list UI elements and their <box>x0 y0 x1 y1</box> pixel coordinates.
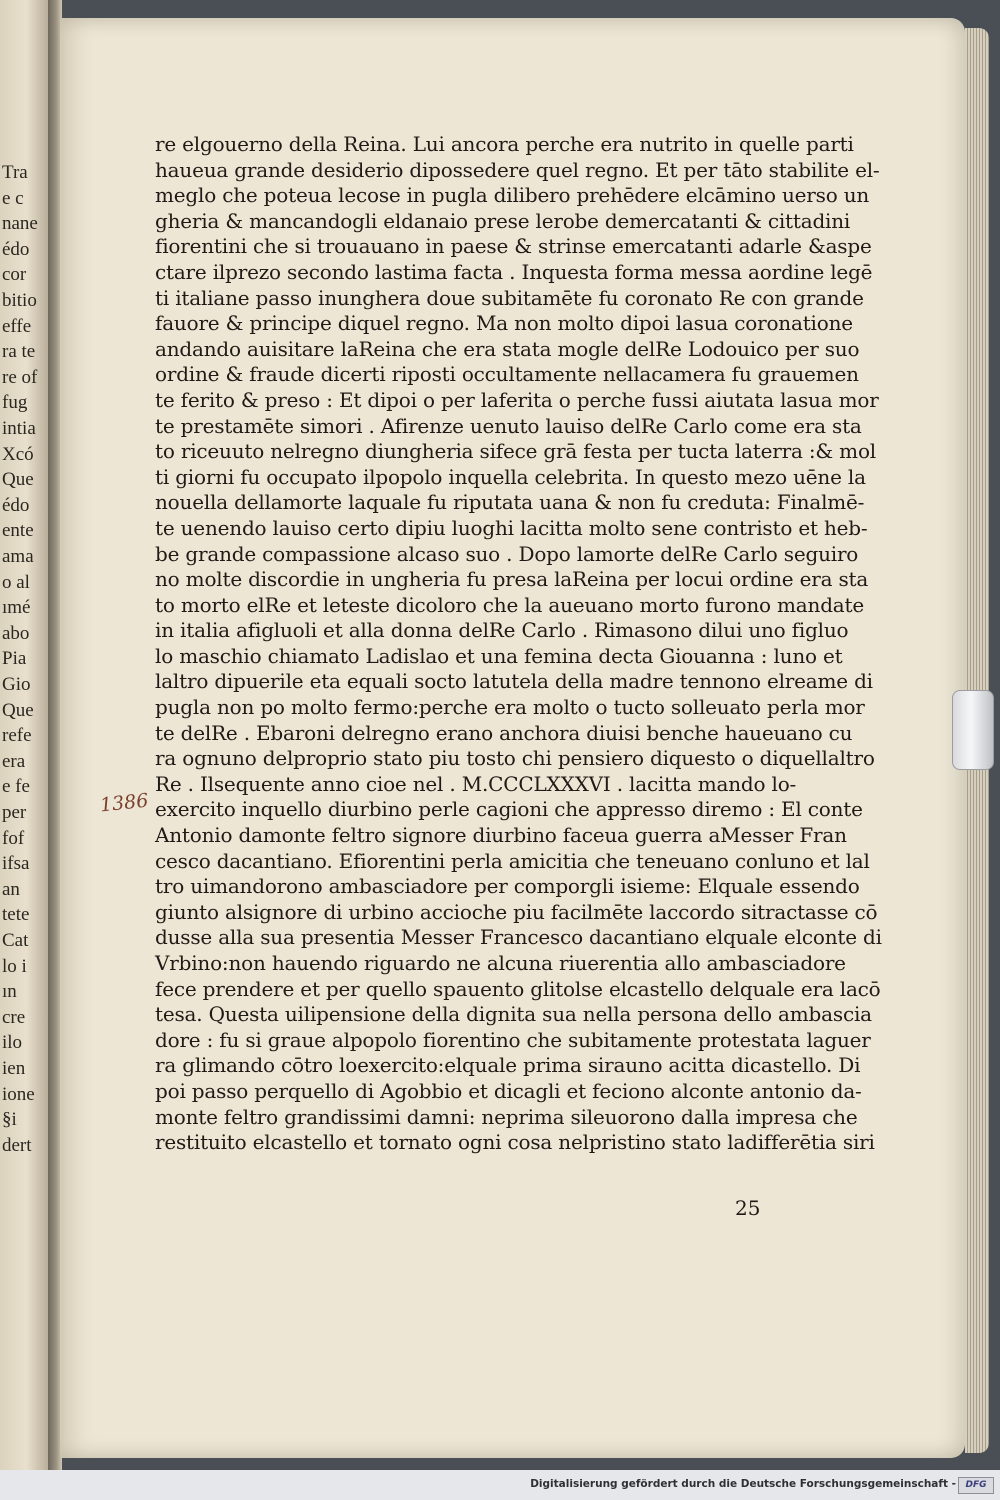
left-page-fragment: ifsa <box>2 853 30 875</box>
left-page-fragment: ımé <box>2 597 31 619</box>
text-line: fiorentini che si trouauano in paese & strinse emercatanti adarle &aspe <box>155 234 872 259</box>
text-line: to morto elRe et leteste dicoloro che la aueuano morto furono mandate <box>155 592 865 617</box>
text-line: ti italiane passo inunghera doue subitamēte fu coronato Re con grande <box>155 285 864 310</box>
left-page-fragment: ien <box>2 1058 26 1079</box>
text-line: re elgouerno della Reina. Lui ancora perche era nutrito in quelle parti <box>155 132 854 156</box>
left-page-fragment: ın <box>2 981 17 1003</box>
text-line: ra ognuno delproprio stato piu tosto chi pensiero diquesto o diquellaltro <box>155 746 875 771</box>
text-line: tesa. Questa uilipensione della dignita sua nella persona dello ambascia <box>155 1002 872 1027</box>
left-page-fragment: Cat <box>2 930 29 951</box>
left-page-fragment: §i <box>2 1109 17 1131</box>
left-page-edge <box>0 0 48 1470</box>
margin-note: 1386 <box>98 789 150 817</box>
text-line: giunto alsignore di urbino accioche piu facilmēte laccordo sitractasse cō <box>155 899 878 924</box>
left-page-fragment: intia <box>2 418 36 439</box>
left-page-fragment: e fe <box>2 776 30 798</box>
left-page-fragment: e c <box>2 187 24 209</box>
left-page-fragment: effe <box>2 315 32 337</box>
left-page-fragment: Que <box>2 699 34 721</box>
left-page-fragment: Gio <box>2 674 31 695</box>
text-line: Antonio damonte feltro signore diurbino faceua guerra aMesser Fran <box>155 823 847 848</box>
footer-bar <box>0 1470 1000 1500</box>
page-clip <box>952 690 994 770</box>
text-line: te ferito & preso : Et dipoi o per laferita o perche fussi aiutata lasua mor <box>155 387 879 412</box>
text-line: fauore & principe diquel regno. Ma non molto dipoi lasua coronatione <box>155 311 853 336</box>
left-page-fragment: édo <box>2 494 30 516</box>
left-page-fragment: Que <box>2 469 34 491</box>
left-page-fragment: fof <box>2 827 25 849</box>
text-line: te uenendo lauiso certo dipiu luoghi lacitta molto sene contristo et heb- <box>155 515 868 540</box>
text-line: fece prendere et per quello spauento glitolse elcastello delquale era lacō <box>155 976 881 1001</box>
left-page-fragment: abo <box>2 622 30 644</box>
text-line: gheria & mancandogli eldanaio prese lerobe demercatanti & cittadini <box>155 208 851 233</box>
text-line: ctare ilprezo secondo lastima facta . Inquesta forma messa aordine legē <box>155 259 873 284</box>
text-line: te delRe . Ebaroni delregno erano anchora diuisi benche haueuano cu <box>155 720 853 745</box>
left-page-fragment: ilo <box>2 1032 23 1054</box>
left-page-fragment: bitio <box>2 290 37 311</box>
text-line: poi passo perquello di Agobbio et dicagli et feciono alconte antonio da- <box>155 1078 862 1103</box>
text-line: ordine & fraude dicerti riposti occultamente nellacamera fu grauemen <box>155 362 859 387</box>
text-line: dusse alla sua presentia Messer Francesco dacantiano elquale elconte di <box>155 925 882 950</box>
dfg-logo: DFG <box>958 1477 994 1494</box>
text-line: haueua grande desiderio dipossedere quel regno. Et per tāto stabilite el- <box>155 157 880 182</box>
left-page-fragment: lo i <box>2 955 27 977</box>
left-page-fragment: dert <box>2 1134 32 1156</box>
text-line: nouella dellamorte laquale fu riputata uana & non fu creduta: Finalmē- <box>155 490 865 515</box>
left-page-fragment: tete <box>2 904 30 926</box>
text-line: monte feltro grandissimi damni: neprima sileuorono dalla impresa che <box>155 1104 858 1129</box>
left-page-fragment: refe <box>2 725 32 747</box>
left-page-fragment: ra te <box>2 341 36 363</box>
text-line: in italia afigluoli et alla donna delRe Carlo . Rimasono dilui uno figluo <box>155 618 849 643</box>
footer-credit: Digitalisierung gefördert durch die Deutsche Forschungsgemeinschaft - <box>530 1478 956 1490</box>
text-line: no molte discordie in ungheria fu presa laReina per locui ordine era sta <box>155 567 869 592</box>
text-line: cesco dacantiano. Efiorentini perla amicitia che teneuano conluno et lal <box>155 848 870 873</box>
left-page-fragment: re of <box>2 366 38 388</box>
text-line: andando auisitare laReina che era stata mogle delRe Lodouico per suo <box>155 336 860 361</box>
left-page-fragment: Pia <box>2 648 27 670</box>
left-page-fragment: per <box>2 802 27 823</box>
text-line: restituito elcastello et tornato ogni cosa nelpristino stato ladifferētia siri <box>155 1130 875 1155</box>
text-line: Re . Ilsequente anno cioe nel . M.CCCLXXXVI . lacitta mando lo- <box>155 771 797 796</box>
left-page-fragment: Xcó <box>2 443 34 465</box>
left-page-fragment: cor <box>2 264 27 286</box>
left-page-fragment: era <box>2 750 26 772</box>
left-page-fragment: nane <box>2 213 38 235</box>
text-line: ra glimando cōtro loexercito:elquale prima sirauno acitta dicastello. Di <box>155 1053 861 1078</box>
text-line: lo maschio chiamato Ladislao et una femina decta Giouanna : luno et <box>155 643 843 668</box>
text-line: exercito inquello diurbino perle cagioni che appresso diremo : El conte <box>155 797 863 822</box>
text-line: ti giorni fu occupato ilpopolo inquella celebrita. In questo mezo uēne la <box>155 464 866 489</box>
text-line: Vrbino:non hauendo riguardo ne alcuna riuerentia allo ambasciadore <box>155 951 846 975</box>
left-page-fragment: Tra <box>2 162 28 183</box>
text-line: to riceuuto nelregno diungheria sifece grā festa per tucta laterra :& mol <box>155 439 876 464</box>
text-line: be grande compassione alcaso suo . Dopo lamorte delRe Carlo seguiro <box>155 541 859 566</box>
text-line: te prestamēte simori . Afirenze uenuto lauiso delRe Carlo come era sta <box>155 413 862 438</box>
left-page-fragment: ione <box>2 1083 35 1105</box>
left-page-fragment: édo <box>2 238 30 260</box>
main-text-block <box>155 132 882 1156</box>
left-page-fragment: cre <box>2 1006 26 1028</box>
left-page-fragment: an <box>2 878 20 900</box>
text-line: laltro dipuerile eta equali socto latutela della madre tennono elreame di <box>155 669 873 694</box>
left-page-fragment: ente <box>2 520 34 542</box>
text-line: dore : fu si graue alpopolo fiorentino che subitamente protestata laguer <box>155 1027 871 1052</box>
text-line: tro uimandorono ambasciadore per comporgli isieme: Elquale essendo <box>155 874 860 899</box>
left-page-fragment: o al <box>2 571 30 593</box>
folio-number: 25 <box>735 1196 761 1220</box>
text-line: meglo che poteua lecose in pugla dilibero prehēdere elcāmino uerso un <box>155 183 870 208</box>
left-page-fragment: ama <box>2 546 34 567</box>
left-page-fragment: fug <box>2 392 28 414</box>
text-line: pugla non po molto fermo:perche era molto o tucto solleuato perla mor <box>155 695 865 720</box>
